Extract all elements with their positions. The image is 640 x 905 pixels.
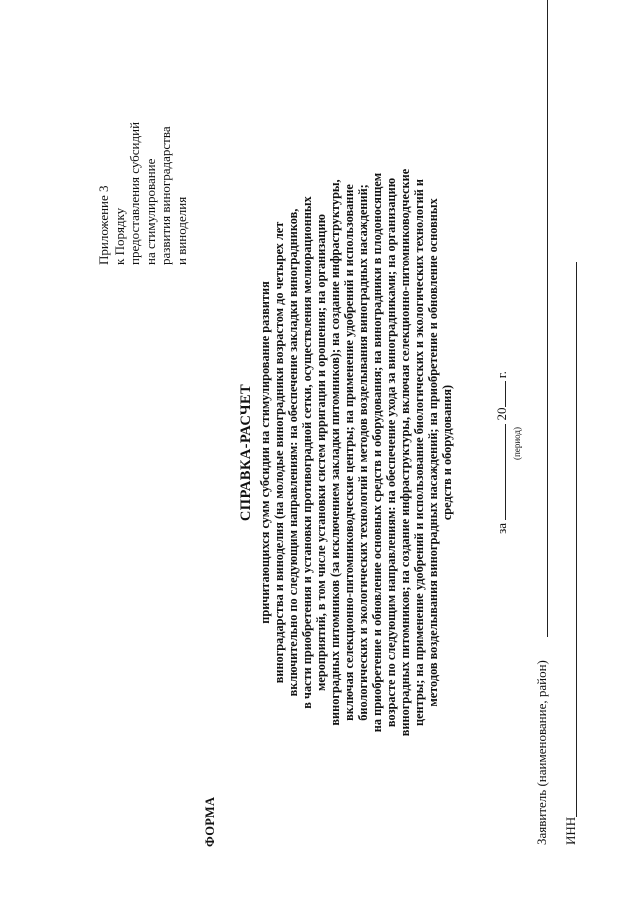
period-year-prefix: 20 bbox=[494, 407, 509, 421]
inn-label: ИНН bbox=[563, 816, 578, 845]
subtitle-line: включительно по следующим направлениям: на обеспечение закладки виноградников, bbox=[286, 208, 300, 697]
applicant-blank-line[interactable] bbox=[547, 0, 548, 637]
subtitle-line: центры; на применение удобрений и использование биологических и экологических технологий и bbox=[412, 179, 426, 726]
subtitle-line: методов возделывания виноградных насаждений; на приобретение и обновление основных bbox=[426, 198, 440, 707]
subtitle-line: в части приобретения и установки противоградной сетки, осуществления мелиорационных bbox=[300, 196, 314, 709]
period-prefix: за bbox=[494, 522, 509, 534]
period-caption: (период) bbox=[512, 427, 522, 460]
subtitle-line: включая селекционно-питомниководческие центры; на применение удобрений и использование bbox=[342, 184, 356, 721]
applicant-field bbox=[534, 660, 550, 845]
appendix-line: к Порядку bbox=[111, 207, 127, 265]
document-title: СПРАВКА-РАСЧЕТ bbox=[238, 383, 254, 522]
applicant-label: Заявитель (наименование, район) bbox=[534, 660, 549, 845]
period-line bbox=[494, 0, 510, 905]
subtitle-line: мероприятий, в том числе установки систем ирригации и орошения; на организацию bbox=[314, 214, 328, 691]
appendix-note bbox=[96, 15, 189, 265]
subtitle-line: средств и оборудования) bbox=[440, 384, 454, 521]
appendix-line: развития виноградарства bbox=[158, 126, 173, 265]
appendix-line: Приложение 3 bbox=[96, 185, 111, 265]
year-blank-field[interactable] bbox=[494, 381, 506, 407]
subtitle-line: виноградных питомников (за исключением закладки питомников); на создание инфраструктуры, bbox=[328, 179, 342, 726]
subtitle-line: на приобретение и обновление основных средств и оборудования; на виноградники в плодоносящем bbox=[370, 172, 384, 733]
subtitle-line: возрасте по следующим направлениям: на обеспечение ухода за виноградниками; на организацию bbox=[384, 177, 398, 728]
document-subtitle bbox=[258, 0, 454, 905]
appendix-line: предоставления субсидий bbox=[127, 121, 142, 265]
appendix-line: и виноделия bbox=[173, 196, 189, 265]
appendix-line: на стимулирование bbox=[142, 158, 158, 265]
period-suffix: г. bbox=[494, 371, 509, 379]
inn-field bbox=[563, 817, 579, 845]
subtitle-line: биологических и экологических технологий и методов возделывания виноградных насаждений; bbox=[356, 184, 370, 721]
subtitle-line: причитающихся сумм субсидии на стимулирование развития bbox=[258, 281, 272, 624]
period-blank-field[interactable] bbox=[494, 424, 506, 520]
subtitle-line: виноградных питомников; на создание инфраструктуры, включая селекционно-питомниководческие bbox=[398, 168, 412, 737]
form-label: ФОРМА bbox=[203, 796, 217, 847]
subtitle-line: виноградарства и виноделия (на молодые виноградники возрастом до четырех лет bbox=[272, 221, 286, 684]
inn-blank-line[interactable] bbox=[576, 262, 577, 817]
